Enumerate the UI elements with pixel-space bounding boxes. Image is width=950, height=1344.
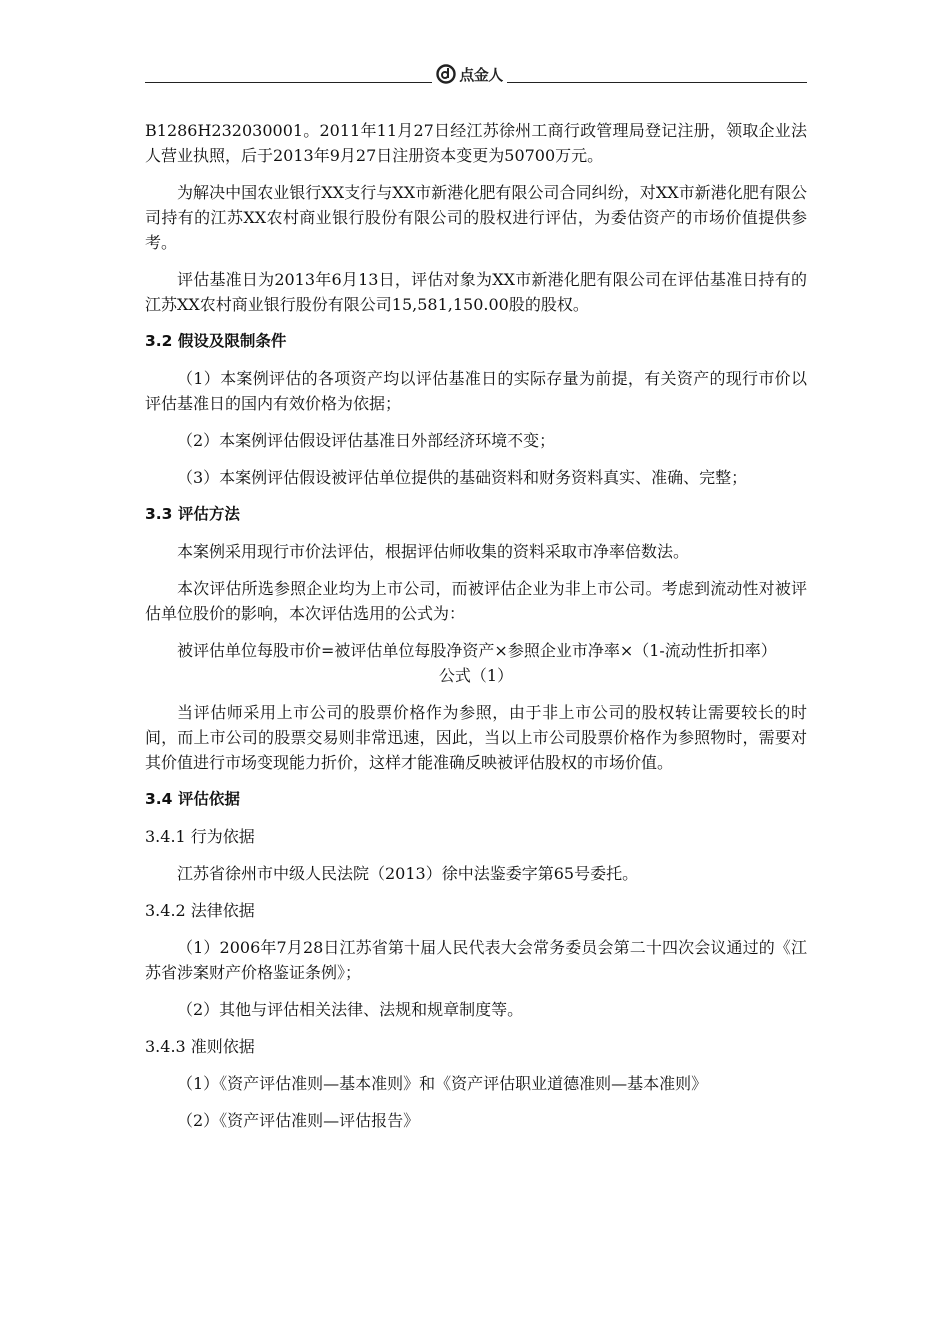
body-paragraph: （2）其他与评估相关法律、法规和规章制度等。 [177, 1000, 524, 1019]
document-body [145, 118, 807, 1145]
body-paragraph: （2）《资产评估准则—评估报告》 [177, 1111, 420, 1130]
brand-logo [432, 62, 507, 86]
body-paragraph: 3.4.1 行为依据 [145, 827, 255, 846]
body-paragraph: 本次评估所选参照企业均为上市公司，而被评估企业为非上市公司。考虑到流动性对被评估单位股价的影响，本次评估选用的公式为： [145, 579, 807, 623]
body-paragraph: （1）2006年7月28日江苏省第十届人民代表大会常务委员会第二十四次会议通过的《江苏省涉案财产价格鉴证条例》； [145, 938, 807, 982]
body-paragraph: 当评估师采用上市公司的股票价格作为参照，由于非上市公司的股权转让需要较长的时间，而上市公司的股票交易则非常迅速，因此，当以上市公司股票价格作为参照物时，需要对其价值进行市场变现能力折价，这样才能准确反映被评估股权的市场价值。 [145, 703, 807, 772]
formula-label: 公式（1） [438, 666, 514, 685]
header-rule-right [507, 82, 807, 83]
body-paragraph: B1286H232030001。2011年11月27日经江苏徐州工商行政管理局登记注册，领取企业法人营业执照，后于2013年9月27日注册资本变更为50700万元。 [145, 121, 807, 165]
brand-logo-icon [436, 64, 456, 84]
body-paragraph: （1）本案例评估的各项资产均以评估基准日的实际存量为前提，有关资产的现行市价以评估基准日的国内有效价格为依据； [145, 369, 807, 413]
header-rule-left [145, 82, 432, 83]
body-paragraph: （3）本案例评估假设被评估单位提供的基础资料和财务资料真实、准确、完整； [177, 468, 748, 487]
body-paragraph: 为解决中国农业银行XX支行与XX市新港化肥有限公司合同纠纷，对XX市新港化肥有限公司持有的江苏XX农村商业银行股份有限公司的股权进行评估，为委估资产的市场价值提供参考。 [145, 183, 807, 252]
section-heading: 3.2 假设及限制条件 [145, 332, 287, 350]
brand-logo-text: 点金人 [459, 65, 503, 84]
section-heading: 3.3 评估方法 [145, 505, 240, 523]
body-paragraph: 评估基准日为2013年6月13日，评估对象为XX市新港化肥有限公司在评估基准日持有的江苏XX农村商业银行股份有限公司15,581,150.00股的股权。 [145, 270, 807, 314]
body-paragraph: （1）《资产评估准则—基本准则》和《资产评估职业道德准则—基本准则》 [177, 1074, 708, 1093]
section-heading: 3.4 评估依据 [145, 790, 240, 808]
body-paragraph: 本案例采用现行市价法评估，根据评估师收集的资料采取市净率倍数法。 [177, 542, 690, 561]
body-paragraph: 3.4.2 法律依据 [145, 901, 255, 920]
body-paragraph: 3.4.3 准则依据 [145, 1037, 255, 1056]
formula-text: 被评估单位每股市价=被评估单位每股净资产×参照企业市净率×（1-流动性折扣率） [177, 641, 777, 660]
body-paragraph: （2）本案例评估假设评估基准日外部经济环境不变； [177, 431, 556, 450]
page-header [145, 60, 807, 88]
body-paragraph: 江苏省徐州市中级人民法院（2013）徐中法鉴委字第65号委托。 [177, 864, 639, 883]
formula-paragraph [145, 638, 807, 688]
